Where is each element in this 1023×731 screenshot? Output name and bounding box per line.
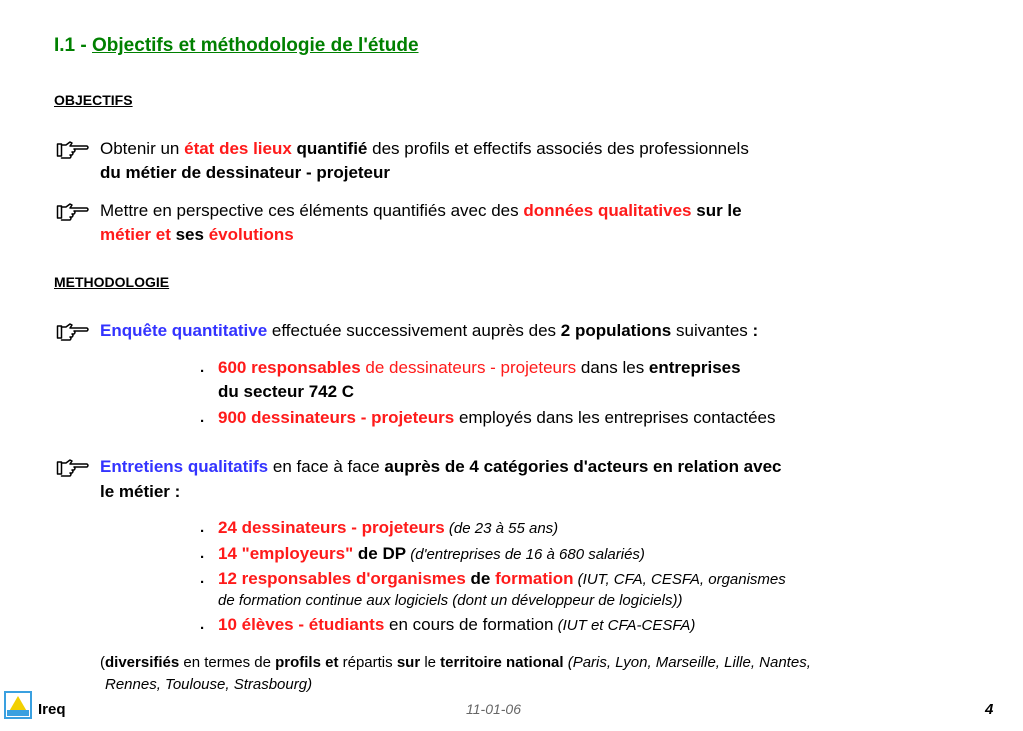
list-bullet: . [200, 409, 205, 426]
note-line-1: (diversifiés en termes de profils et répartis sur le territoire national (Paris, Lyon, Marseille, Lille, Nantes, [100, 654, 811, 671]
enquete-line: Enquête quantitative effectuée successivement auprès des 2 populations suivantes : [100, 321, 759, 340]
pointing-hand-icon [56, 202, 90, 224]
pointing-hand-icon [56, 458, 90, 480]
list-bullet: . [200, 359, 205, 376]
population-1-line-1: 600 responsables de dessinateurs - projeteurs dans les entreprises [218, 358, 741, 377]
category-4-line: 10 élèves - étudiants en cours de formation (IUT et CFA-CESFA) [218, 615, 696, 634]
population-2-line: 900 dessinateurs - projeteurs employés dans les entreprises contactées [218, 408, 776, 427]
objectif-2-line-1: Mettre en perspective ces éléments quantifiés avec des données qualitatives sur le [100, 201, 742, 220]
category-3-line-1: 12 responsables d'organismes de formation (IUT, CFA, CESFA, organismes [218, 569, 786, 588]
category-3-line-2: de formation continue aux logiciels (dont un développeur de logiciels)) [218, 592, 683, 609]
list-bullet: . [200, 545, 205, 562]
logo-text: Ireq [38, 701, 66, 718]
note-line-2: Rennes, Toulouse, Strasbourg) [105, 676, 313, 693]
pointing-hand-icon [56, 140, 90, 162]
page-number: 4 [985, 701, 994, 718]
list-bullet: . [200, 616, 205, 633]
population-1-line-2: du secteur 742 C [218, 382, 355, 401]
objectif-1-line-1: Obtenir un état des lieux quantifié des profils et effectifs associés des professionnels [100, 139, 749, 158]
list-bullet: . [200, 570, 205, 587]
objectif-2-line-2: métier et ses évolutions [100, 225, 294, 244]
ireq-logo-icon [4, 691, 32, 719]
entretiens-line-2: le métier : [100, 482, 181, 501]
objectifs-heading: OBJECTIFS [54, 92, 133, 108]
title-text: Objectifs et méthodologie de l'étude [92, 35, 419, 56]
footer-date: 11-01-06 [466, 701, 522, 717]
page-title [54, 35, 419, 57]
title-number: I.1 - [54, 35, 93, 56]
pointing-hand-icon [56, 322, 90, 344]
category-1-line: 24 dessinateurs - projeteurs (de 23 à 55 ans) [218, 518, 559, 537]
entretiens-line-1: Entretiens qualitatifs en face à face auprès de 4 catégories d'acteurs en relation avec [100, 457, 782, 476]
methodologie-heading: METHODOLOGIE [54, 274, 170, 290]
list-bullet: . [200, 519, 205, 536]
objectif-1-line-2: du métier de dessinateur - projeteur [100, 163, 391, 182]
category-2-line: 14 "employeurs" de DP (d'entreprises de 16 à 680 salariés) [218, 544, 645, 563]
